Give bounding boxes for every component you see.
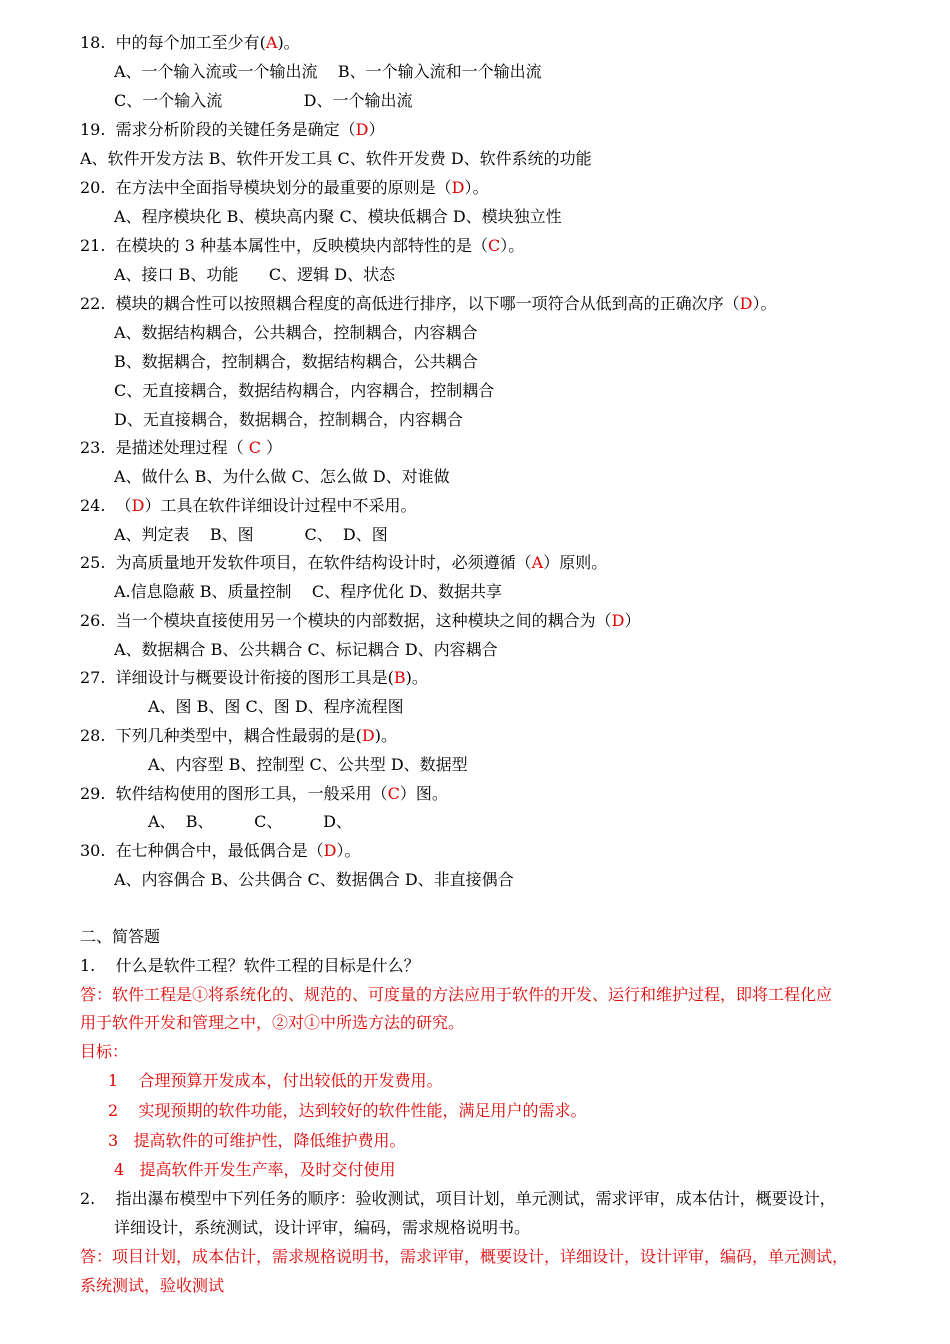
- text-line: [80, 1247, 848, 1267]
- text-line: [80, 841, 360, 861]
- line-text: A、 B、 C、 D、: [148, 812, 352, 831]
- line-text: 3 提高软件的可维护性，降低维护费用。: [108, 1131, 406, 1150]
- line-text: A、内容型 B、控制型 C、公共型 D、数据型: [148, 755, 468, 774]
- answer-letter: C: [248, 438, 261, 457]
- line-text: C、无直接耦合，数据结构耦合，内容耦合，控制耦合: [114, 381, 495, 400]
- answer-letter: A: [531, 553, 544, 572]
- line-text: A、图 B、图 C、图 D、程序流程图: [148, 697, 404, 716]
- text-line: [80, 178, 488, 198]
- text-line: [80, 985, 832, 1005]
- text-line: [108, 1131, 405, 1151]
- line-text: ）。: [500, 236, 525, 255]
- text-line: [80, 1189, 836, 1209]
- line-text: A、内容偶合 B、公共偶合 C、数据偶合 D、非直接偶合: [114, 870, 514, 889]
- text-line: [80, 726, 397, 746]
- line-text: A.信息隐蔽 B、质量控制 C、程序优化 D、数据共享: [114, 582, 502, 601]
- text-line: [80, 611, 640, 631]
- line-text: 答：项目计划，成本估计，需求规格说明书，需求评审，概要设计，详细设计，设计评审，编码，单元测试，: [80, 1247, 849, 1266]
- text-line: [80, 956, 420, 976]
- line-text: A、判定表 B、图 C、 D、图: [114, 525, 388, 544]
- line-text: 18. 中的每个加工至少有(: [80, 33, 266, 52]
- text-line: [80, 294, 776, 314]
- answer-letter: D: [323, 841, 337, 860]
- text-line: [80, 236, 524, 256]
- answer-letter: B: [393, 668, 406, 687]
- text-line: [114, 91, 412, 111]
- answer-letter: D: [739, 294, 753, 313]
- text-line: [80, 1276, 224, 1296]
- text-line: [148, 755, 468, 775]
- text-line: [114, 62, 542, 82]
- text-line: [80, 120, 384, 140]
- answer-letter: D: [451, 178, 465, 197]
- line-text: 25. 为高质量地开发软件项目，在软件结构设计时，必须遵循（: [80, 553, 532, 572]
- line-text: A、数据耦合 B、公共耦合 C、标记耦合 D、内容耦合: [114, 640, 498, 659]
- answer-letter: D: [361, 726, 375, 745]
- line-text: ）。: [464, 178, 489, 197]
- line-text: )。: [374, 726, 397, 745]
- text-line: [80, 927, 160, 947]
- text-line: [80, 553, 607, 573]
- line-text: )。: [405, 668, 428, 687]
- line-text: 二、简答题: [80, 927, 161, 946]
- line-text: ）。: [336, 841, 361, 860]
- text-line: [80, 33, 300, 53]
- line-text: 23. 是描述处理过程（: [80, 438, 249, 457]
- text-line: [80, 496, 416, 516]
- line-text: 2 实现预期的软件功能，达到较好的软件性能，满足用户的需求。: [108, 1101, 587, 1120]
- text-line: [108, 1101, 587, 1121]
- text-line: [114, 1160, 395, 1180]
- line-text: A、程序模块化 B、模块高内聚 C、模块低耦合 D、模块独立性: [114, 207, 562, 226]
- line-text: 27. 详细设计与概要设计衔接的图形工具是(: [80, 668, 394, 687]
- text-line: [114, 207, 562, 227]
- answer-letter: C: [487, 236, 501, 255]
- text-line: [114, 323, 478, 343]
- line-text: 22. 模块的耦合性可以按照耦合程度的高低进行排序，以下哪一项符合从低到高的正确次序（: [80, 294, 740, 313]
- line-text: ）: [624, 611, 641, 630]
- line-text: 26. 当一个模块直接使用另一个模块的内部数据，这种模块之间的耦合为（: [80, 611, 612, 630]
- text-line: [80, 668, 428, 688]
- line-text: 20. 在方法中全面指导模块划分的最重要的原则是（: [80, 178, 452, 197]
- line-text: 目标：: [80, 1042, 129, 1061]
- line-text: 用于软件开发和管理之中，②对①中所选方法的研究。: [80, 1013, 465, 1032]
- text-line: [114, 381, 494, 401]
- text-line: [114, 582, 502, 602]
- answer-letter: D: [131, 496, 145, 515]
- line-text: ）。: [752, 294, 777, 313]
- answer-letter: A: [265, 33, 278, 52]
- line-text: D、无直接耦合，数据耦合，控制耦合，内容耦合: [114, 410, 463, 429]
- text-line: [80, 149, 592, 169]
- text-line: [114, 410, 463, 430]
- line-text: A、软件开发方法 B、软件开发工具 C、软件开发费 D、软件系统的功能: [80, 149, 592, 168]
- answer-letter: D: [355, 120, 369, 139]
- text-line: [114, 870, 514, 890]
- text-line: [114, 265, 395, 285]
- line-text: A、一个输入流或一个输出流 B、一个输入流和一个输出流: [114, 62, 542, 81]
- text-line: [148, 812, 352, 832]
- line-text: 4 提高软件开发生产率，及时交付使用: [114, 1160, 396, 1179]
- line-text: ）: [368, 120, 385, 139]
- line-text: 30. 在七种偶合中，最低偶合是（: [80, 841, 324, 860]
- line-text: 28. 下列几种类型中，耦合性最弱的是(: [80, 726, 362, 745]
- line-text: 系统测试，验收测试: [80, 1276, 225, 1295]
- line-text: A、接口 B、功能 C、逻辑 D、状态: [114, 265, 396, 284]
- line-text: 2. 指出瀑布模型中下列任务的顺序：验收测试，项目计划，单元测试，需求评审，成本估计，概要设计，: [80, 1189, 836, 1208]
- answer-letter: D: [611, 611, 625, 630]
- line-text: A、数据结构耦合，公共耦合，控制耦合，内容耦合: [114, 323, 478, 342]
- text-line: [80, 1013, 464, 1033]
- line-text: 19. 需求分析阶段的关键任务是确定（: [80, 120, 356, 139]
- line-text: 21. 在模块的 3 种基本属性中，反映模块内部特性的是（: [80, 236, 488, 255]
- line-text: ）原则。: [543, 553, 608, 572]
- line-text: 1. 什么是软件工程？软件工程的目标是什么？: [80, 956, 420, 975]
- line-text: 详细设计，系统测试，设计评审，编码，需求规格说明书。: [114, 1218, 531, 1237]
- text-line: [80, 784, 448, 804]
- line-text: C、一个输入流 D、一个输出流: [114, 91, 413, 110]
- text-line: [80, 438, 282, 458]
- line-text: ）: [260, 438, 283, 457]
- text-line: [114, 640, 498, 660]
- line-text: 24. （: [80, 496, 132, 515]
- text-line: [114, 525, 388, 545]
- line-text: B、数据耦合，控制耦合，数据结构耦合，公共耦合: [114, 352, 478, 371]
- text-line: [80, 1042, 128, 1062]
- answer-letter: C: [387, 784, 400, 803]
- line-text: 29. 软件结构使用的图形工具，一般采用（: [80, 784, 388, 803]
- text-line: [114, 1218, 530, 1238]
- line-text: 1 合理预算开发成本，付出较低的开发费用。: [108, 1071, 443, 1090]
- text-line: [114, 467, 450, 487]
- text-line: [114, 352, 478, 372]
- line-text: )。: [277, 33, 300, 52]
- line-text: A、做什么 B、为什么做 C、怎么做 D、对谁做: [114, 467, 450, 486]
- line-text: ）图。: [399, 784, 448, 803]
- line-text: 答：软件工程是①将系统化的、规范的、可度量的方法应用于软件的开发、运行和维护过程，即将工程化应: [80, 985, 833, 1004]
- line-text: ）工具在软件详细设计过程中不采用。: [144, 496, 417, 515]
- text-line: [108, 1071, 443, 1091]
- text-line: [148, 697, 404, 717]
